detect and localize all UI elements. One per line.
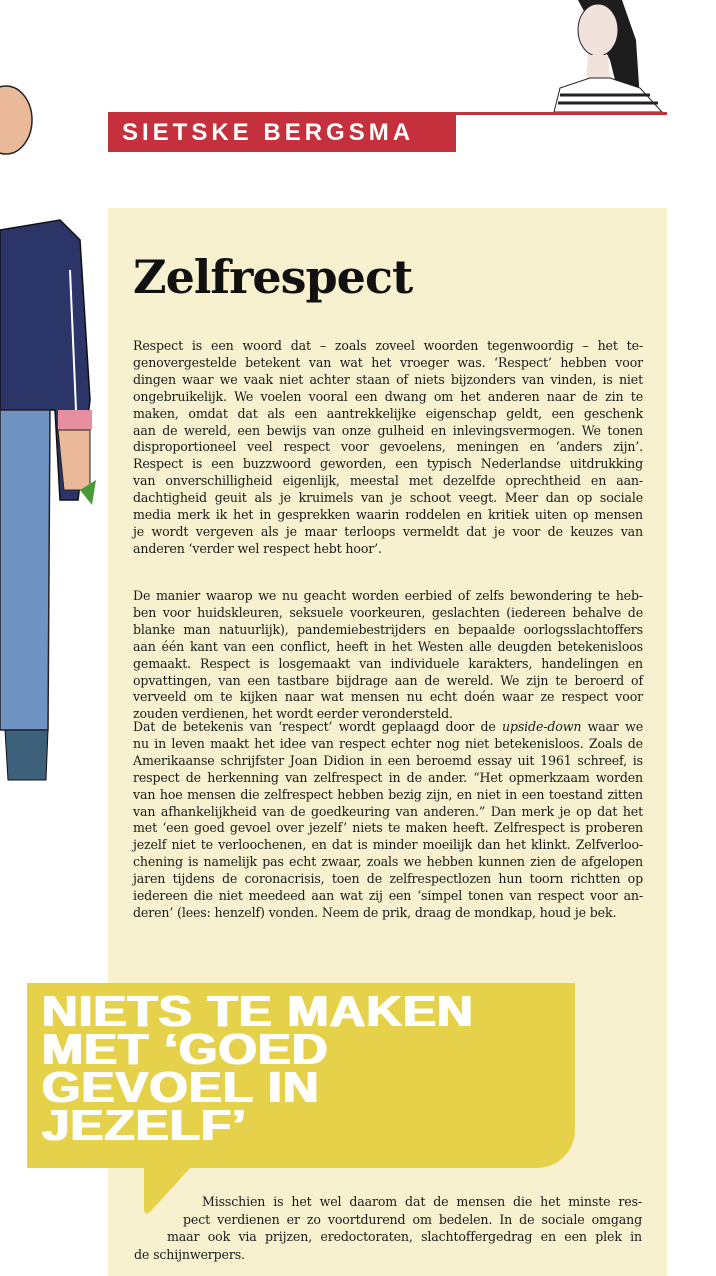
text-line: media merk ik het in gesprekken waarin roddelen en kritiek uiten op mensen <box>133 507 643 523</box>
text-line: dingen waar we vaak niet achter staan of niets bijzonders van vinden, is niet <box>133 371 643 387</box>
text-line: aan één kant van een conflict, heeft in het Westen alle deugden betekenisloos <box>133 638 643 654</box>
paragraph-1 <box>133 338 643 558</box>
text-line: Respect is een buzzwoord geworden, een typisch Nederlandse uitdrukking <box>133 456 643 472</box>
text-line: de schijnwerpers. <box>134 1246 245 1262</box>
pull-quote-line: NIETS TE MAKEN <box>42 987 474 1036</box>
text-line: met ‘een goed gevoel over jezelf’ niets te maken heeft. Zelfrespect is proberen <box>133 820 643 836</box>
text-line: deren’ (lees: henzelf) vonden. Neem de prik, draag de mondkap, houd je bek. <box>133 904 617 920</box>
text-line: Respect is een woord dat – zoals zoveel woorden tegenwoordig – het te- <box>133 338 643 353</box>
text-line: pect verdienen er zo voortdurend om bedelen. In de sociale omgang <box>183 1211 642 1227</box>
text-line: ongebruikelijk. We voelen vooral een dwang om het anderen naar de zin te <box>133 388 643 404</box>
text-line: De manier waarop we nu geacht worden eerbied of zelfs bewondering te heb- <box>133 588 643 603</box>
text-line: Dat de betekenis van ‘respect’ wordt geplaagd door de upside-down waar we <box>133 719 644 734</box>
text-line: iedereen die niet meedeed aan wat zij een ‘simpel tonen van respect voor an- <box>133 888 643 904</box>
author-portrait <box>550 0 668 112</box>
speech-bubble-tail <box>140 1166 200 1216</box>
paragraph-2 <box>133 588 643 723</box>
pull-quote <box>42 987 474 1150</box>
text-line: disproportioneel veel respect voor gevoelens, meningen en ‘anders zijn’. <box>133 439 643 455</box>
text-line: maken, omdat dat als een aantrekkelijke eigenschap geldt, een geschenk <box>133 405 643 421</box>
article-title: Zelfrespect <box>133 250 413 304</box>
text-line: Misschien is het wel daarom dat de mensen die het minste res- <box>202 1194 642 1209</box>
text-line: van afhankelijkheid van de goedkeuring van anderen.” Dan merk je op dat het <box>133 803 643 819</box>
text-line: aan de wereld, een bewijs van onze gulheid en inlevingsvermogen. We tonen <box>133 422 643 438</box>
text-line: van hoe mensen die zelfrespect hebben bezig zijn, en niet in een toestand zitten <box>133 786 643 802</box>
man-illustration <box>0 80 110 800</box>
pull-quote-line: MET ‘GOED <box>42 1025 329 1074</box>
text-line: anderen ‘verder wel respect hebt hoor’. <box>133 540 382 556</box>
text-line: jezelf niet te verloochenen, en dat is minder moeilijk dan het klinkt. Zelfverloo- <box>133 837 643 853</box>
text-line: chening is namelijk pas echt zwaar, zoals we hebben kunnen zien de afgelopen <box>133 854 643 870</box>
text-line: dachtigheid geuit als je kruimels van je schoot veegt. Meer dan op sociale <box>133 490 643 506</box>
text-line: je wordt vergeven als je maar terloops vermeldt dat je voor de keuzes van <box>133 523 643 539</box>
pull-quote-line: GEVOEL IN <box>42 1063 320 1112</box>
text-line: Amerikaanse schrijfster Joan Didion in een beroemd essay uit 1961 schreef, is <box>133 752 643 768</box>
text-line: blanke man natuurlijk), pandemiebestrijders en bepaalde oorlogsslachtoffers <box>133 621 643 637</box>
text-line: genovergestelde betekent van wat het vroeger was. ‘Respect’ hebben voor <box>133 354 643 370</box>
text-line: opvattingen, van een tastbare bijdrage aan de wereld. We zijn te beroerd of <box>133 672 643 688</box>
text-line: zouden verdienen, het wordt eerder verondersteld. <box>133 706 453 722</box>
text-line: gemaakt. Respect is losgemaakt van individuele karakters, handelingen en <box>133 655 643 671</box>
author-banner: SIETSKE BERGSMA <box>108 114 456 152</box>
text-line: van onverschilligheid eigenlijk, meestal met dezelfde oprechtheid en aan- <box>133 473 643 489</box>
text-line: jaren tijdens de coronacrisis, toen de zelfrespectlozen hun toorn richtten op <box>133 871 643 887</box>
paragraph-3 <box>133 719 643 922</box>
pull-quote-line: JEZELF’ <box>42 1101 247 1150</box>
text-line: respect de herkenning van zelfrespect in de ander. “Het opmerkzaam worden <box>133 769 643 785</box>
text-line: ben voor huidskleuren, seksuele voorkeuren, geslachten (iedereen behalve de <box>133 604 643 620</box>
text-line: maar ook via prijzen, eredoctoraten, slachtoffergedrag en een plek in <box>167 1229 642 1244</box>
text-line: verveeld om te kijken naar wat mensen nu echt doén waar ze respect voor <box>133 689 643 705</box>
text-line: nu in leven maakt het idee van respect echter nog niet betekenisloos. Zoals de <box>133 735 643 751</box>
